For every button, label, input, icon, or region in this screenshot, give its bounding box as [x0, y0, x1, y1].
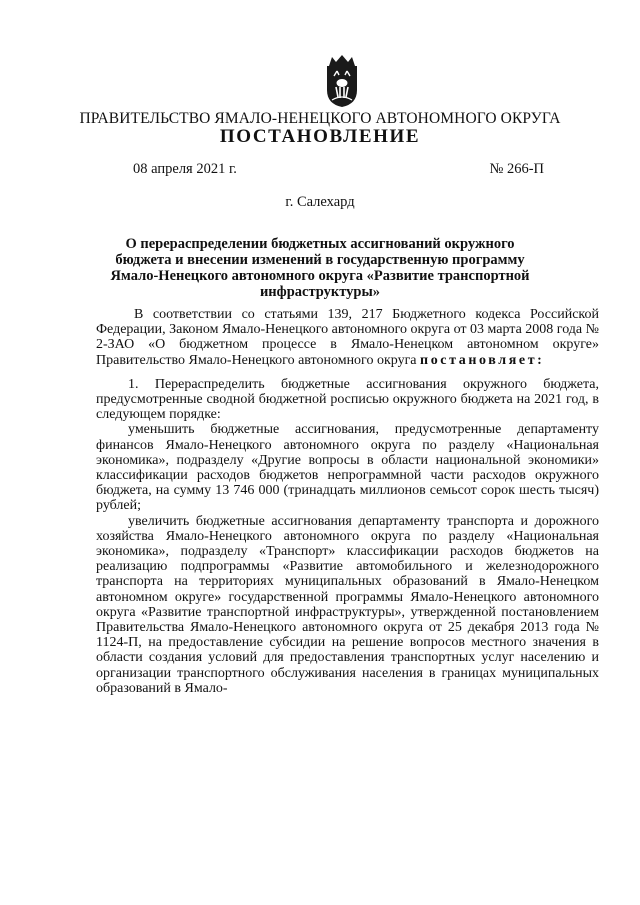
paragraph-decrease: уменьшить бюджетные ассигнования, предусмотренные департаменту финансов Ямало-Ненецкого автономного округа по разделу «Национальная экономика», подразделу «Другие вопросы в области национальной экономики» классификации расходов бюджетов непрограммной части расходов окружного бюджета, на сумму 13 746 000 (тринадцать миллионов семьсот сорок шесть тысяч) рублей;	[96, 422, 599, 514]
document-date: 08 апреля 2021 г.	[133, 161, 237, 177]
paragraph-increase: увеличить бюджетные ассигнования департаменту транспорта и дорожного хозяйства Ямало-Ненецкого автономного округа по разделу «Национальная экономика», подразделу «Транспорт» классификации расходов бюджетов на реализацию подпрограммы «Развитие автомобильного и железнодорожного транспорта на территориях муниципальных образований в Ямало-Ненецком автономном округе» государственной программы Ямало-Ненецкого автономного округа «Развитие транспортной инфраструктуры», утвержденной постановлением Правительства Ямало-Ненецкого автономного округа от 25 декабря 2013 года № 1124-П, на предоставление субсидии на решение вопросов местного значения в области создания условий для предоставления транспортных услуг населению и организации транспортного обслуживания населения в границах муниципальных образований в Ямало-	[96, 513, 599, 696]
document-heading: О перераспределении бюджетных ассигнований окружного бюджета и внесении изменений в государственную программу Ямало-Ненецкого автономного округа «Развитие транспортной инфраструктуры»	[110, 236, 530, 300]
document-type-title: ПОСТАНОВЛЕНИЕ	[219, 126, 421, 147]
coat-of-arms-icon	[324, 54, 360, 108]
paragraph-1: 1. Перераспределить бюджетные ассигнования окружного бюджета, предусмотренные сводной бюджетной росписью окружного бюджета на 2021 год, в следующем порядке:	[96, 376, 599, 423]
document-number: № 266-П	[489, 161, 544, 177]
document-body	[96, 307, 599, 696]
decree-word: постановляет:	[420, 352, 545, 368]
government-name: ПРАВИТЕЛЬСТВО ЯМАЛО-НЕНЕЦКОГО АВТОНОМНОГО ОКРУГА	[79, 110, 561, 127]
preamble-paragraph	[96, 307, 599, 368]
document-city: г. Салехард	[285, 194, 355, 210]
preamble-text: В соответствии со статьями 139, 217 Бюджетного кодекса Российской Федерации, Законом Ямало-Ненецкого автономного округа от 03 марта 2008 года № 2-ЗАО «О бюджетном процессе в Ямало-Ненецком автономном округе» Правительство Ямало-Ненецкого автономного округа	[96, 307, 599, 368]
